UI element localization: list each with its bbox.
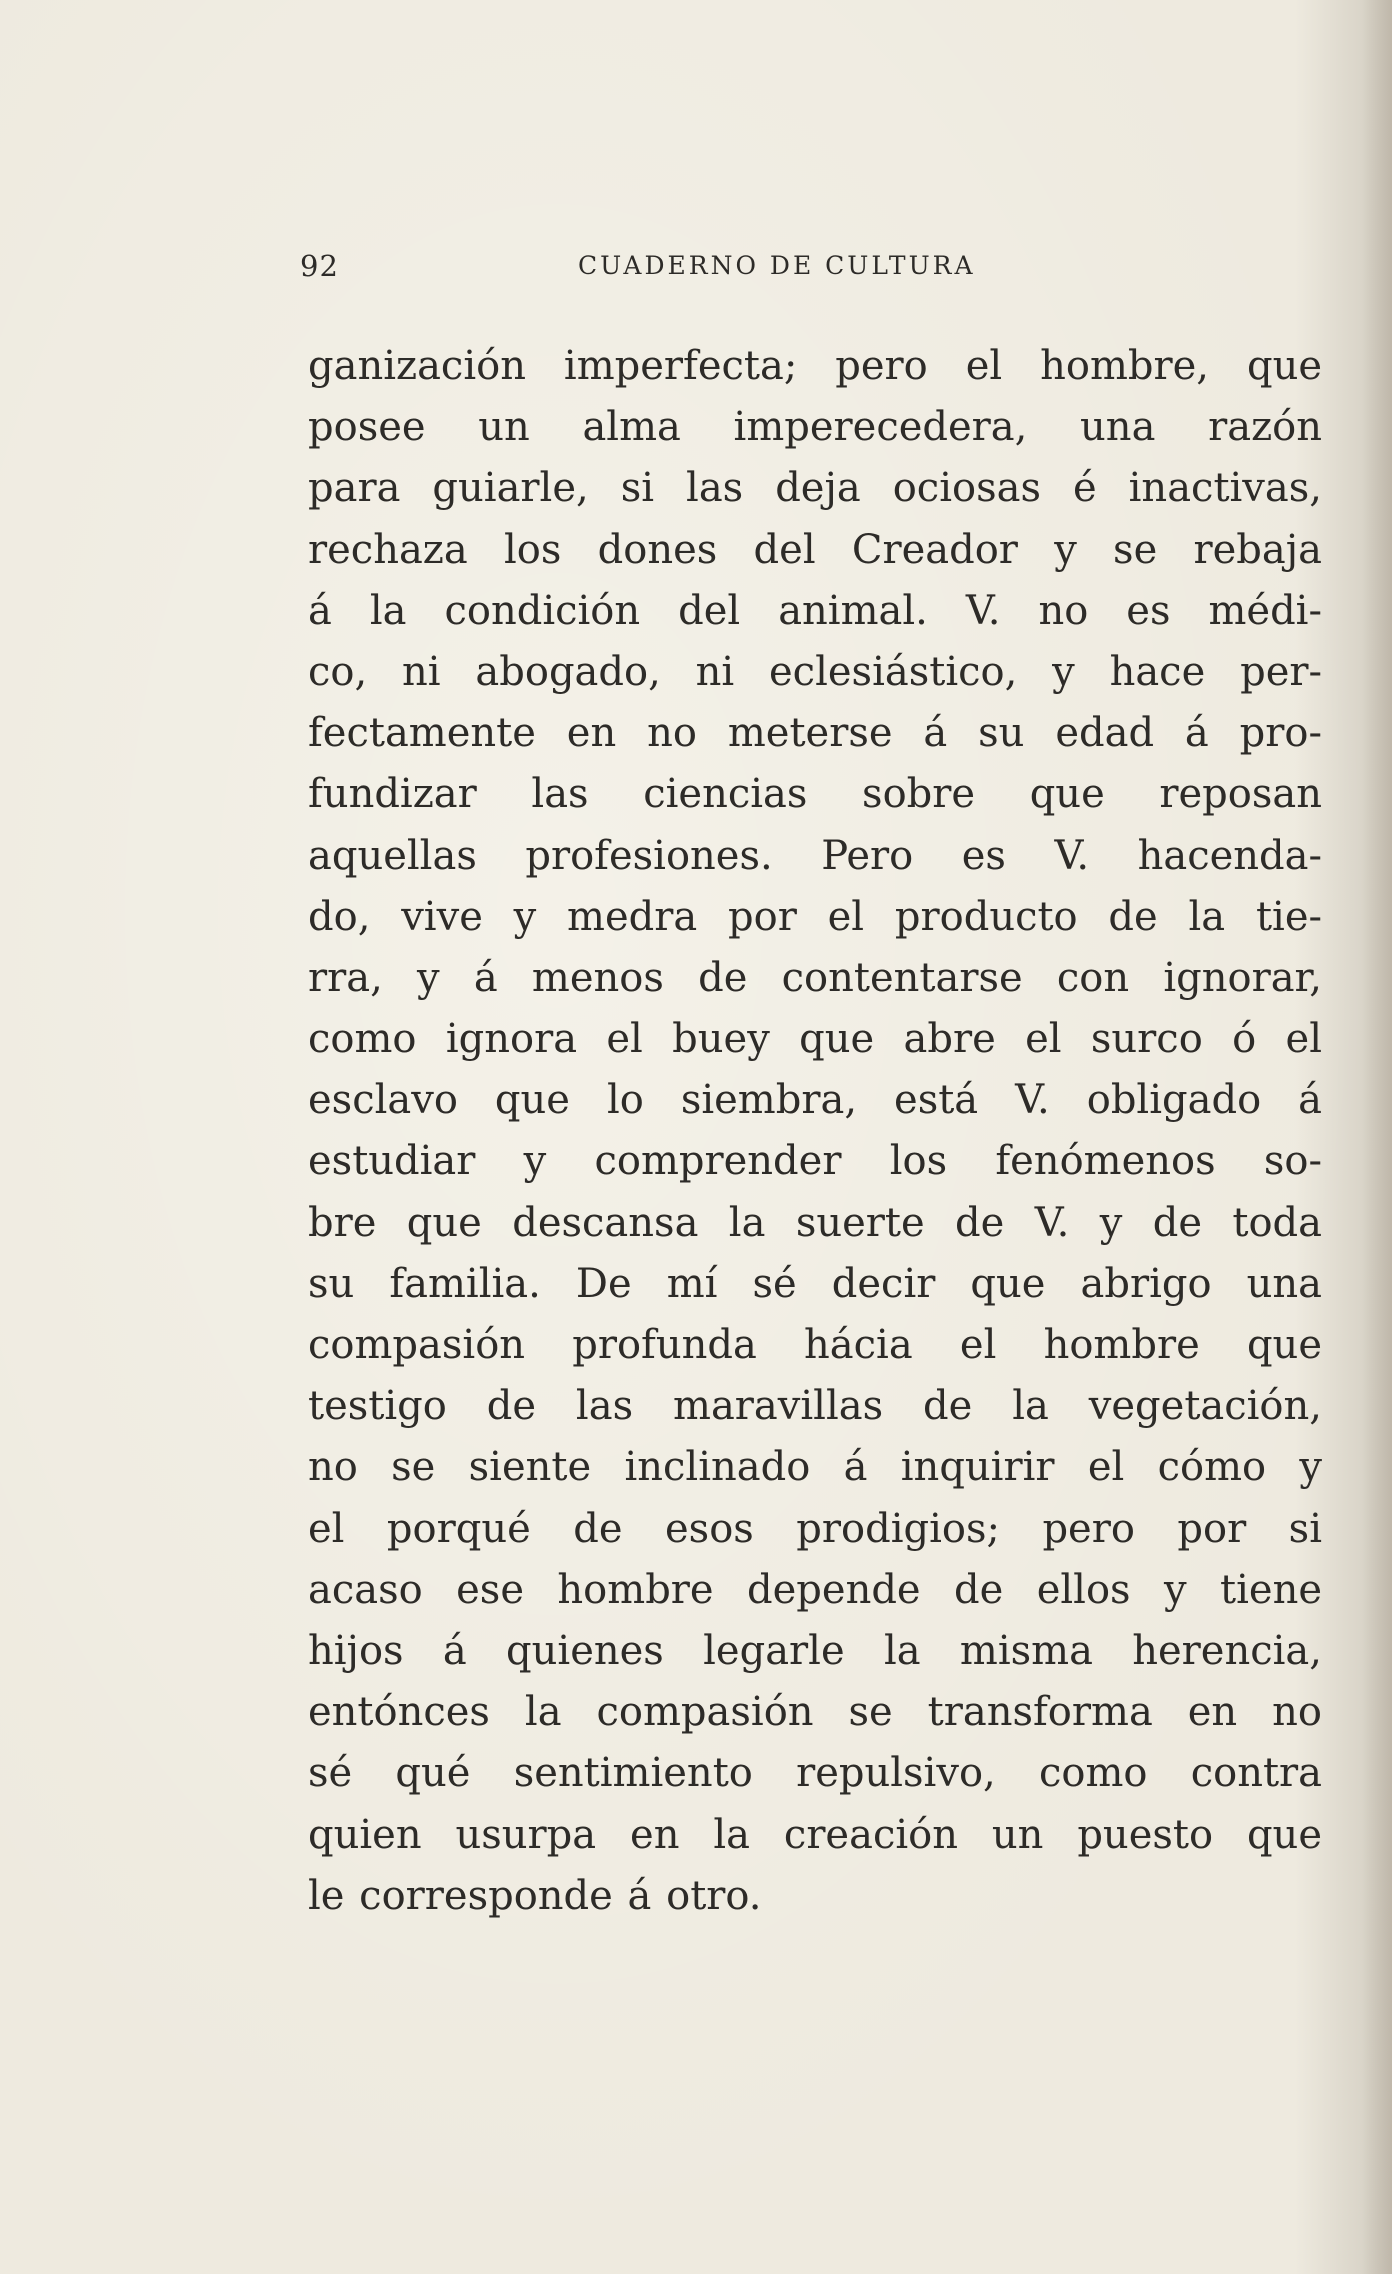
running-header (300, 246, 1040, 286)
page-number: 92 (300, 249, 339, 283)
text-line: esclavo que lo siembra, está V. obligado á (308, 1077, 1322, 1124)
text-line: como ignora el buey que abre el surco ó el (308, 1016, 1322, 1063)
text-line: quien usurpa en la creación un puesto que (308, 1811, 1322, 1858)
text-line: estudiar y comprender los fenómenos so- (308, 1138, 1322, 1185)
text-line: bre que descansa la suerte de V. y de toda (308, 1199, 1322, 1246)
text-line: entónces la compasión se transforma en no (308, 1689, 1322, 1736)
text-line: rra, y á menos de contentarse con ignorar, (308, 954, 1322, 1001)
text-line: testigo de las maravillas de la vegetación, (308, 1383, 1322, 1430)
text-line: el porqué de esos prodigios; pero por si (308, 1505, 1322, 1552)
text-line: do, vive y medra por el producto de la tie- (308, 893, 1322, 940)
text-line: posee un alma imperecedera, una razón (308, 404, 1322, 451)
text-line: compasión profunda hácia el hombre que (308, 1322, 1322, 1368)
text-line: co, ni abogado, ni eclesiástico, y hace per- (308, 648, 1322, 695)
text-line: le corresponde á otro. (308, 1872, 762, 1919)
text-line: sé qué sentimiento repulsivo, como contra (308, 1750, 1322, 1797)
text-line: no se siente inclinado á inquirir el cómo y (308, 1444, 1322, 1491)
text-line: para guiarle, si las deja ociosas é inactivas, (308, 465, 1322, 512)
body-paragraph (308, 336, 1322, 1927)
text-line: aquellas profesiones. Pero es V. hacenda- (308, 832, 1322, 879)
text-line: su familia. De mí sé decir que abrigo una (308, 1260, 1322, 1307)
text-line: hijos á quienes legarle la misma herencia, (308, 1627, 1322, 1674)
running-title: CUADERNO DE CULTURA (578, 251, 976, 280)
text-line: fectamente en no meterse á su edad á pro- (308, 710, 1322, 757)
page-edge-shadow (1362, 0, 1392, 2274)
text-line: á la condición del animal. V. no es médi- (308, 587, 1322, 634)
text-line: ganización imperfecta; pero el hombre, que (308, 343, 1322, 389)
text-line: acaso ese hombre depende de ellos y tiene (308, 1566, 1322, 1613)
text-line: rechaza los dones del Creador y se rebaja (308, 526, 1322, 573)
text-line: fundizar las ciencias sobre que reposan (308, 771, 1322, 818)
